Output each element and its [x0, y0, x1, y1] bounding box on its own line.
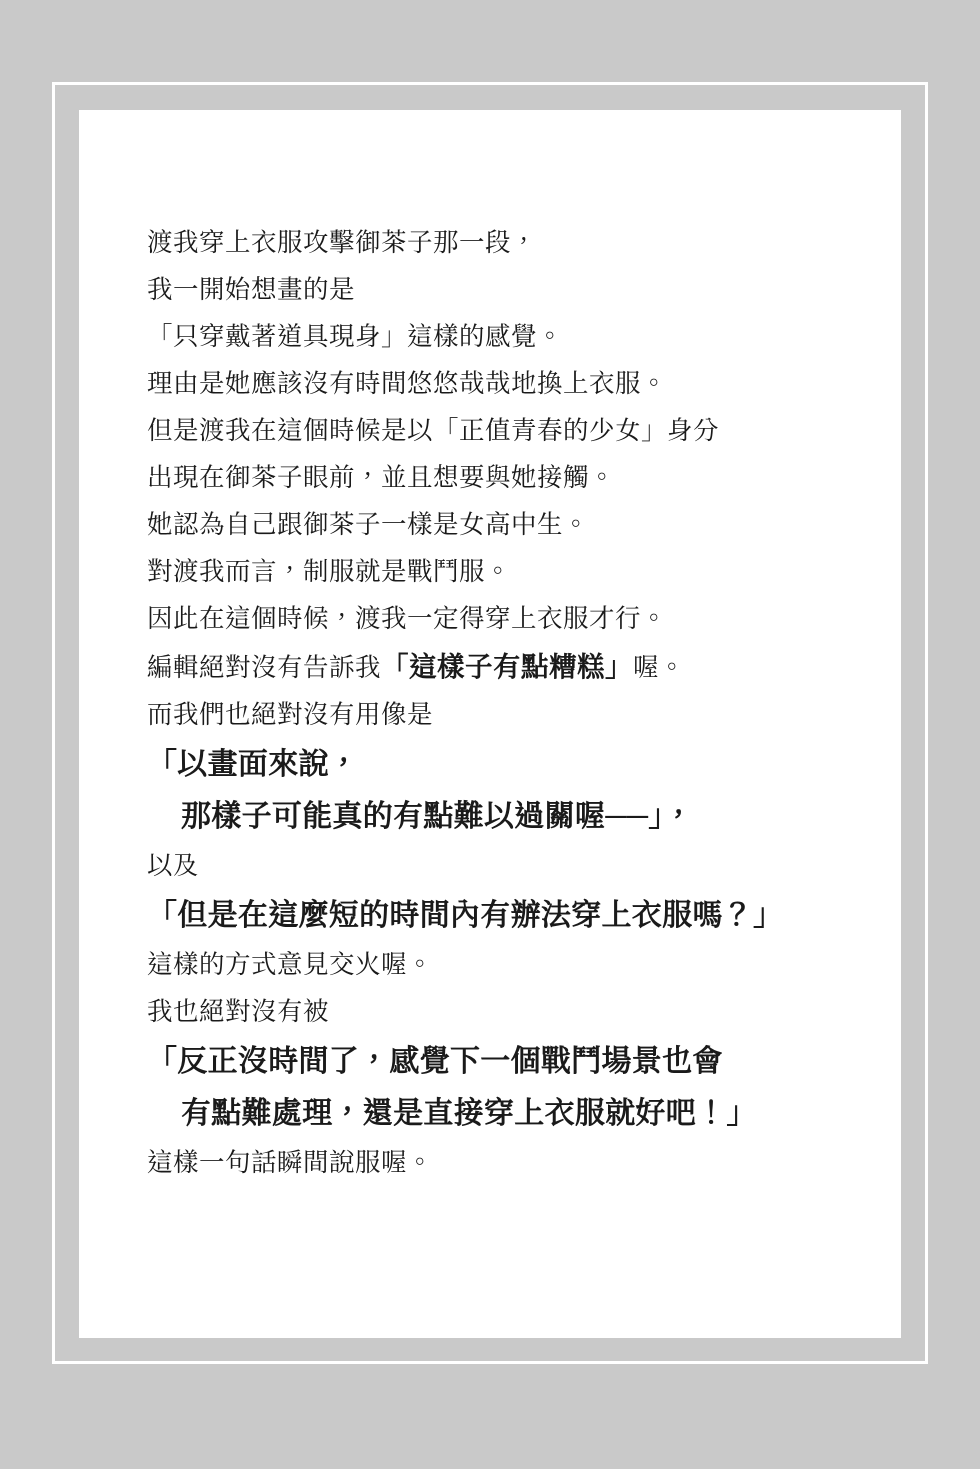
paper-sheet	[79, 110, 901, 1338]
quote-line-large: 「以畫面來說，	[147, 748, 360, 781]
paragraph-line: 這樣的方式意見交火喔。	[147, 951, 434, 979]
line-suffix-text: 喔。	[633, 654, 686, 682]
paragraph-line: 以及	[147, 852, 200, 880]
paragraph-line: 對渡我而言，制服就是戰鬥服。	[147, 558, 512, 586]
line-prefix-text: 編輯絕對沒有告訴我	[147, 654, 382, 682]
text-block	[147, 220, 847, 1187]
quote-line-large: 「但是在這麼短的時間內有辦法穿上衣服嗎？」	[147, 899, 784, 932]
paragraph-line: 理由是她應該沒有時間悠悠哉哉地換上衣服。	[147, 370, 668, 398]
paragraph-line: 而我們也絕對沒有用像是	[147, 701, 434, 729]
line-bold-quote: 「這樣子有點糟糕」	[381, 651, 634, 682]
quote-line-large-indented: 有點難處理，還是直接穿上衣服就好吧！」	[181, 1097, 757, 1130]
paragraph-line: 因此在這個時候，渡我一定得穿上衣服才行。	[147, 605, 668, 633]
paragraph-line: 她認為自己跟御茶子一樣是女高中生。	[147, 511, 590, 539]
paragraph-line: 出現在御茶子眼前，並且想要與她接觸。	[147, 464, 616, 492]
paragraph-line: 但是渡我在這個時候是以「正值青春的少女」身分	[147, 417, 720, 445]
paragraph-line: 「只穿戴著道具現身」這樣的感覺。	[147, 323, 564, 351]
paragraph-line-emphasis	[147, 643, 847, 692]
quote-line-large-indented: 那樣子可能真的有點難以過關喔──」，	[181, 800, 694, 833]
quote-line-large: 「反正沒時間了，感覺下一個戰鬥場景也會	[147, 1045, 723, 1078]
paragraph-line: 我也絕對沒有被	[147, 998, 330, 1026]
paragraph-line: 我一開始想畫的是	[147, 276, 356, 304]
paragraph-line: 渡我穿上衣服攻擊御茶子那一段，	[147, 229, 538, 257]
paragraph-line: 這樣一句話瞬間說服喔。	[147, 1149, 434, 1177]
